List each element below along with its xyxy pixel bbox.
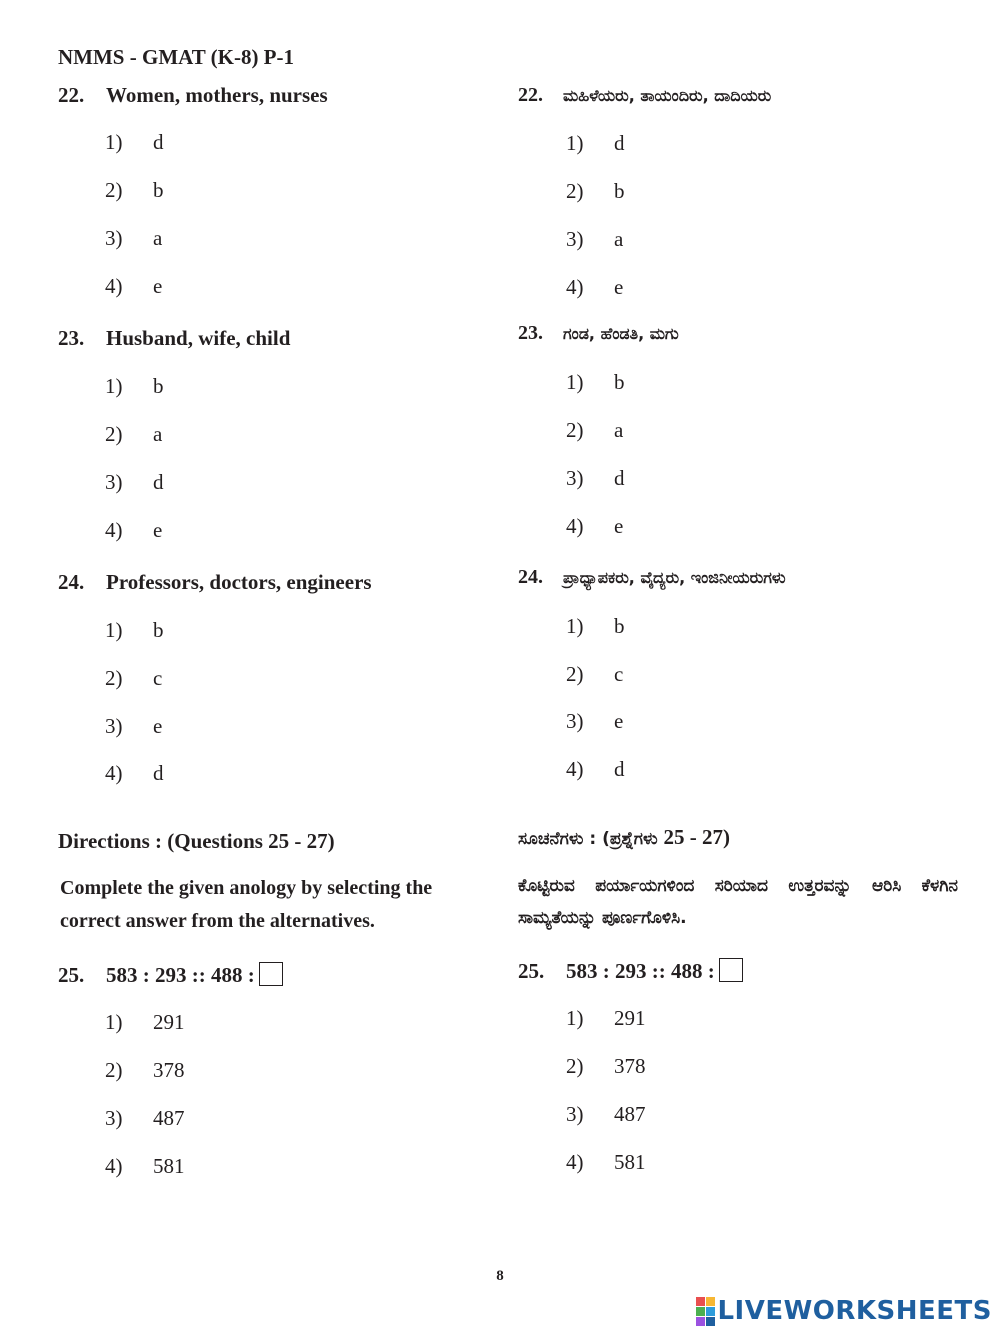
- liveworksheets-logo[interactable]: [696, 1296, 992, 1326]
- option-22-en-2[interactable]: [105, 178, 164, 203]
- option-25-en-2[interactable]: [105, 1058, 185, 1083]
- question-text: ಗಂಡ, ಹೆಂಡತಿ, ಮಗು: [563, 324, 679, 343]
- option-23-kn-4[interactable]: [566, 514, 623, 539]
- question-text: Professors, doctors, engineers: [106, 570, 372, 594]
- option-number: 2): [566, 662, 584, 686]
- option-number: 2): [566, 418, 584, 442]
- option-23-en-4[interactable]: [105, 518, 162, 543]
- option-number: 1): [105, 374, 123, 398]
- question-23-kn: [518, 322, 679, 345]
- option-23-kn-1[interactable]: [566, 370, 625, 395]
- option-25-en-1[interactable]: [105, 1010, 185, 1035]
- option-22-kn-2[interactable]: [566, 179, 625, 204]
- question-22-en: [58, 83, 328, 108]
- option-number: 4): [105, 1154, 123, 1178]
- option-25-kn-4[interactable]: [566, 1150, 646, 1175]
- option-number: 3): [105, 714, 123, 738]
- directions-text-kn: ಕೊಟ್ಟಿರುವ ಪರ್ಯಾಯಗಳಿಂದ ಸರಿಯಾದ ಉತ್ತರವನ್ನು ಆರಿಸಿ ಕೆಳಗಿನ ಸಾಮ್ಯತೆಯನ್ನು ಪೂರ್ಣಗೊಳಿಸಿ.: [518, 876, 958, 928]
- directions-title-en: Directions : (Questions 25 - 27): [58, 829, 335, 853]
- option-number: 2): [105, 178, 123, 202]
- option-number: 3): [566, 466, 584, 490]
- logo-text: LIVEWORKSHEETS: [717, 1296, 992, 1326]
- option-text: 487: [614, 1102, 646, 1126]
- question-24-kn: [518, 566, 786, 589]
- option-number: 2): [566, 1054, 584, 1078]
- option-25-kn-3[interactable]: [566, 1102, 646, 1127]
- question-text: ಮಹಿಳೆಯರು, ತಾಯಂದಿರು, ದಾದಿಯರು: [563, 86, 772, 105]
- option-number: 1): [105, 1010, 123, 1034]
- option-text: b: [153, 178, 164, 202]
- option-24-kn-2[interactable]: [566, 662, 623, 687]
- directions-title-kn: [518, 825, 730, 850]
- option-22-en-3[interactable]: [105, 226, 162, 251]
- option-number: 1): [566, 370, 584, 394]
- option-24-en-1[interactable]: [105, 618, 164, 643]
- option-22-kn-1[interactable]: [566, 131, 625, 156]
- option-25-en-4[interactable]: [105, 1154, 185, 1179]
- option-number: 3): [566, 709, 584, 733]
- option-text: 291: [614, 1006, 646, 1030]
- option-text: d: [153, 761, 164, 785]
- option-23-en-1[interactable]: [105, 374, 164, 399]
- option-text: e: [153, 714, 163, 738]
- option-text: b: [614, 179, 625, 203]
- question-number: 22.: [58, 83, 85, 107]
- question-25-en: [58, 962, 283, 988]
- option-number: 4): [105, 274, 123, 298]
- option-number: 3): [566, 227, 584, 251]
- question-22-kn: [518, 84, 771, 107]
- option-text: e: [153, 274, 163, 298]
- answer-blank-box[interactable]: [719, 958, 743, 982]
- option-number: 3): [105, 226, 123, 250]
- option-number: 3): [105, 470, 123, 494]
- option-number: 3): [566, 1102, 584, 1126]
- option-text: e: [614, 275, 624, 299]
- question-number: 24.: [518, 566, 543, 588]
- option-number: 1): [566, 131, 584, 155]
- page-header: NMMS - GMAT (K-8) P-1: [58, 45, 295, 69]
- option-text: 378: [153, 1058, 185, 1082]
- option-text: b: [153, 618, 164, 642]
- option-number: 4): [105, 518, 123, 542]
- directions-text-en: Complete the given anology by selecting the correct answer from the alternatives.: [60, 877, 433, 932]
- option-number: 4): [105, 761, 123, 785]
- option-23-kn-2[interactable]: [566, 418, 623, 443]
- question-23-en: [58, 326, 290, 351]
- option-number: 4): [566, 275, 584, 299]
- option-number: 4): [566, 1150, 584, 1174]
- option-text: a: [614, 227, 624, 251]
- option-text: b: [153, 374, 164, 398]
- option-22-en-1[interactable]: [105, 130, 164, 155]
- option-number: 4): [566, 514, 584, 538]
- question-number: 23.: [58, 326, 85, 350]
- question-24-en: [58, 570, 372, 595]
- option-text: d: [614, 757, 625, 781]
- option-23-en-2[interactable]: [105, 422, 162, 447]
- directions-title-prefix: ಸೂಚನೆಗಳು : (ಪ್ರಶ್ನೆಗಳು: [518, 829, 658, 849]
- question-text: Women, mothers, nurses: [106, 83, 328, 107]
- question-text: 583 : 293 :: 488 :: [106, 963, 255, 987]
- option-text: d: [614, 466, 625, 490]
- question-text: Husband, wife, child: [106, 326, 291, 350]
- question-25-kn: [518, 958, 743, 984]
- option-22-en-4[interactable]: [105, 274, 162, 299]
- option-text: c: [153, 666, 163, 690]
- option-23-kn-3[interactable]: [566, 466, 625, 491]
- option-22-kn-3[interactable]: [566, 227, 623, 252]
- option-24-en-3[interactable]: [105, 714, 162, 739]
- question-text: 583 : 293 :: 488 :: [566, 959, 715, 983]
- question-number: 22.: [518, 84, 543, 106]
- option-number: 2): [566, 179, 584, 203]
- option-number: 4): [566, 757, 584, 781]
- option-text: a: [153, 226, 163, 250]
- option-text: 487: [153, 1106, 185, 1130]
- option-text: d: [614, 131, 625, 155]
- option-number: 1): [105, 130, 123, 154]
- option-text: d: [153, 470, 164, 494]
- option-text: 581: [614, 1150, 646, 1174]
- option-text: e: [153, 518, 163, 542]
- page-number: 8: [496, 1268, 504, 1284]
- option-text: 378: [614, 1054, 646, 1078]
- option-text: e: [614, 514, 624, 538]
- option-number: 3): [105, 1106, 123, 1130]
- option-25-kn-2[interactable]: [566, 1054, 646, 1079]
- option-24-kn-4[interactable]: [566, 757, 625, 782]
- option-24-en-2[interactable]: [105, 666, 162, 691]
- question-number: 24.: [58, 570, 85, 594]
- option-23-en-3[interactable]: [105, 470, 164, 495]
- question-text: ಪ್ರಾಧ್ಯಾಪಕರು, ವೈದ್ಯರು, ಇಂಜಿನೀಯರುಗಳು: [563, 568, 786, 587]
- option-text: c: [614, 662, 624, 686]
- option-text: 581: [153, 1154, 185, 1178]
- option-text: a: [153, 422, 163, 446]
- option-22-kn-4[interactable]: [566, 275, 623, 300]
- logo-icon: [696, 1297, 715, 1326]
- option-text: 291: [153, 1010, 185, 1034]
- option-text: b: [614, 370, 625, 394]
- option-number: 1): [105, 618, 123, 642]
- option-text: e: [614, 709, 624, 733]
- option-number: 1): [566, 1006, 584, 1030]
- option-25-en-3[interactable]: [105, 1106, 185, 1131]
- option-24-kn-3[interactable]: [566, 709, 623, 734]
- option-number: 2): [105, 1058, 123, 1082]
- option-text: a: [614, 418, 624, 442]
- option-number: 2): [105, 422, 123, 446]
- option-number: 2): [105, 666, 123, 690]
- question-number: 23.: [518, 322, 543, 344]
- option-number: 1): [566, 614, 584, 638]
- question-number: 25.: [58, 963, 85, 987]
- option-24-kn-1[interactable]: [566, 614, 625, 639]
- option-24-en-4[interactable]: [105, 761, 164, 786]
- question-number: 25.: [518, 959, 545, 983]
- option-text: b: [614, 614, 625, 638]
- option-25-kn-1[interactable]: [566, 1006, 646, 1031]
- answer-blank-box[interactable]: [259, 962, 283, 986]
- directions-title-range: 25 - 27): [663, 825, 731, 849]
- option-text: d: [153, 130, 164, 154]
